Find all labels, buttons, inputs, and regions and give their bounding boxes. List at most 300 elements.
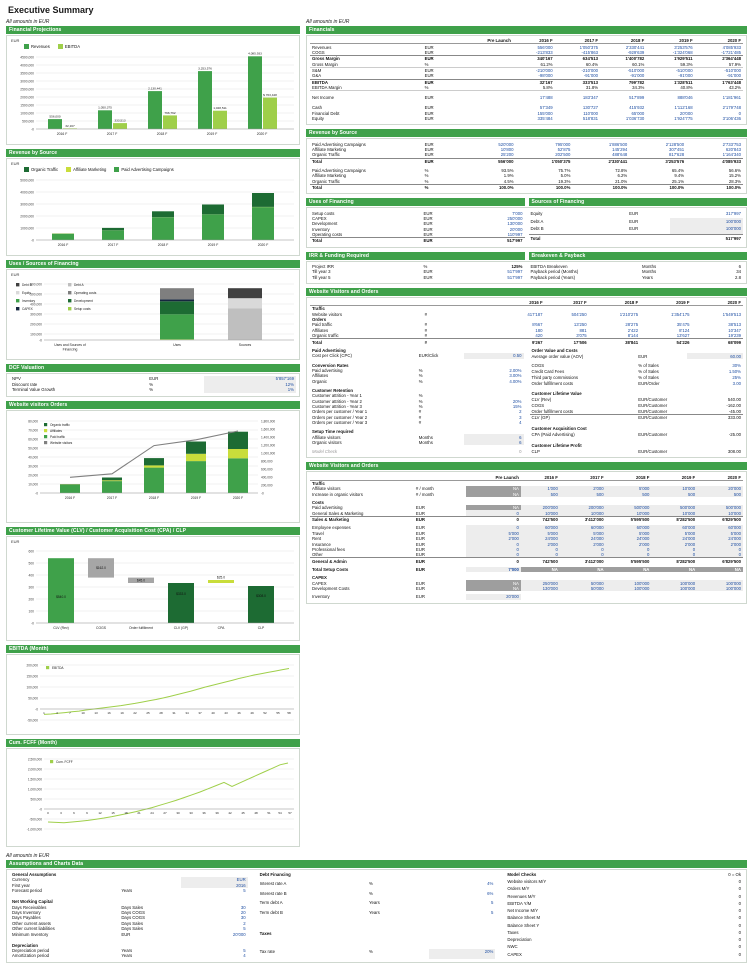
svg-text:33: 33 (189, 810, 193, 815)
row-label: Rent (312, 536, 322, 542)
cell: 4.00% (509, 378, 522, 384)
cell: 31.8% (555, 85, 600, 91)
cell[interactable]: 24'000 (606, 536, 652, 541)
cell[interactable]: 0.50 (464, 353, 524, 358)
row-label: Paid Advertising Campaigns (312, 141, 366, 147)
cell: 10'800 (500, 146, 514, 152)
svg-text:3000,000: 3000,000 (20, 79, 34, 84)
svg-text:200,000: 200,000 (30, 322, 42, 327)
cell: 2'364'448 (695, 56, 743, 62)
row-unit: EUR/Customer (638, 448, 668, 454)
cell[interactable]: 0 (560, 547, 606, 552)
band-uses-of-financing: Uses of Financing (306, 198, 525, 206)
row-unit: EUR (423, 158, 458, 164)
cell: 34 (736, 269, 741, 275)
model-checks-title: Model Checks (507, 871, 537, 877)
row-label: Customer attrition - Year 1 (312, 393, 362, 399)
svg-text:42: 42 (228, 810, 232, 815)
cell[interactable]: 10'000 (606, 510, 652, 516)
cell: 517'997 (507, 269, 523, 275)
cell[interactable]: 2'000 (466, 536, 521, 541)
dcf-value-1[interactable]: 12% (204, 382, 296, 388)
row-label: COGS (531, 402, 545, 408)
cell: 32'167 (513, 79, 555, 85)
cell: 0 (738, 915, 742, 921)
cell[interactable]: 500'000 (606, 505, 652, 510)
cell: 40.8% (646, 85, 694, 91)
svg-text:2,130,441: 2,130,441 (148, 86, 162, 91)
cell: 620'843 (725, 146, 741, 152)
row-unit: EUR (414, 516, 466, 522)
cell: -91'000 (726, 73, 741, 79)
row-unit: EUR (424, 73, 434, 79)
svg-text:10,000: 10,000 (28, 482, 38, 487)
traffic-title-2: Traffic (312, 480, 325, 486)
cell[interactable]: 24'000 (651, 536, 697, 541)
cell: 0 (738, 908, 742, 914)
cell[interactable]: 60'000 (651, 525, 697, 530)
cell[interactable]: 20'000 (697, 486, 743, 491)
cell: 6% (487, 890, 494, 896)
row-unit: # (424, 311, 427, 317)
cell[interactable]: 2'000 (521, 541, 560, 546)
cell[interactable]: 24'000 (697, 536, 743, 541)
row-label: Sales & Marketing (310, 516, 414, 522)
cell[interactable]: 100'000 (670, 218, 743, 226)
row-label: Equity (530, 210, 543, 216)
cell: 65'000 (631, 110, 645, 116)
row-label: Orders per customer / Year 2 (312, 414, 368, 420)
row-label: S&M (312, 68, 322, 74)
cell: 317'997 (725, 210, 741, 216)
row-label: COGS (312, 49, 325, 55)
svg-text:150,000: 150,000 (26, 674, 38, 679)
col-2016: 2016 F (513, 38, 555, 44)
cell[interactable]: 60'000 (697, 525, 743, 530)
cell[interactable]: 0 (606, 547, 652, 552)
row-unit: # (424, 327, 427, 333)
svg-text:18: 18 (124, 810, 128, 815)
cell[interactable]: 200'000 (521, 505, 560, 510)
cell[interactable]: EUR (181, 877, 248, 882)
row-unit: % (369, 881, 373, 887)
cell: 100.0% (686, 185, 743, 191)
cell: 504'250 (571, 311, 587, 317)
table-row (310, 185, 743, 191)
right-column (306, 19, 747, 851)
table-row (258, 949, 496, 959)
svg-text:$ 763,448: $ 763,448 (263, 93, 277, 97)
cell: 19.3% (558, 178, 571, 184)
cell[interactable]: 50'000 (560, 586, 606, 591)
cell[interactable]: 100'000 (651, 586, 697, 591)
cell[interactable]: 0 (521, 552, 560, 558)
row-label: Affiliate visitors (312, 434, 341, 440)
cell[interactable]: 0 (466, 552, 521, 558)
table-row (258, 872, 496, 881)
cell[interactable]: 0 (466, 547, 521, 552)
cell[interactable]: 10'000 (521, 510, 560, 516)
cell: 520'000 (498, 141, 514, 147)
cell: 634'513 (555, 56, 600, 62)
cell: 4 (519, 420, 522, 426)
row-unit: % (418, 373, 423, 379)
order-value-costs-table (530, 348, 744, 455)
breakeven-table (529, 264, 744, 280)
cell: 540.00 (727, 397, 741, 403)
cell: -210'000 (581, 68, 599, 74)
cell: 20 (240, 910, 246, 916)
model-check-value: 0 (519, 449, 522, 455)
cell[interactable]: 5'000 (651, 531, 697, 536)
row-unit: % of Sales (638, 369, 659, 375)
cell: 93.5% (501, 168, 514, 174)
svg-text:800,000: 800,000 (261, 459, 273, 464)
row-label: CAPEX (312, 215, 327, 221)
cell: 2 (519, 409, 522, 415)
row-unit: Days Sales (121, 926, 144, 932)
table-row (505, 915, 743, 922)
cell[interactable]: 130'000 (521, 586, 560, 591)
row-unit: EUR/Customer (638, 432, 668, 438)
cell: 250'000 (507, 215, 523, 221)
cell: 1'929'511 (646, 56, 694, 62)
row-label: Depreciation period (12, 948, 50, 954)
cell[interactable]: 250'000 (521, 580, 560, 585)
cell[interactable]: 10'000 (651, 510, 697, 516)
cell[interactable]: 7'000 (466, 567, 521, 572)
cell[interactable]: 2'000 (560, 541, 606, 546)
row-unit: EUR (415, 525, 425, 531)
svg-text:2020 F: 2020 F (256, 132, 268, 136)
table-row (310, 572, 743, 580)
dcf-value-2[interactable]: 1% (204, 387, 296, 393)
row-label: Total (310, 185, 423, 191)
cell[interactable]: 500 (651, 492, 697, 497)
cell: 420 (535, 333, 543, 339)
band-visitors-orders-table: Website Visitors and Orders (306, 288, 747, 296)
cell[interactable]: 10'000 (697, 510, 743, 516)
svg-text:-1,000,000: -1,000,000 (26, 827, 42, 832)
col-2017: 2017 F (545, 300, 589, 306)
cell[interactable]: 60.00 (687, 353, 743, 359)
cell[interactable]: 200'000 (560, 505, 606, 510)
order-value-title: Order Value and Costs (531, 347, 578, 353)
svg-text:34: 34 (185, 710, 189, 715)
cell[interactable]: 500 (560, 492, 606, 497)
svg-text:CAPEX: CAPEX (22, 307, 33, 311)
svg-text:Website visitors: Website visitors (50, 440, 73, 445)
row-label: Interest rate B (259, 890, 287, 896)
svg-text:40: 40 (211, 710, 215, 715)
row-unit: EUR (424, 105, 434, 111)
cell[interactable]: 5'000 (466, 531, 521, 536)
cell[interactable]: 2'000 (697, 541, 743, 546)
cell: -45.00 (728, 408, 741, 414)
cell[interactable]: 20'000 (466, 594, 521, 599)
cell[interactable]: 5'000 (560, 531, 606, 536)
col-2018: 2018 F (589, 300, 640, 306)
cell[interactable]: 50'000 (560, 580, 606, 585)
cell: 43.2% (695, 85, 743, 91)
svg-text:Financing: Financing (62, 347, 78, 352)
cell: 30% (732, 363, 741, 369)
cell: 1'763'448 (695, 79, 743, 85)
cell: -929'639 (627, 49, 645, 55)
cell[interactable]: 2'000 (606, 541, 652, 546)
svg-text:45: 45 (241, 810, 245, 815)
panel-irr-breakeven (306, 261, 747, 284)
cell: 1'210'275 (619, 311, 639, 317)
cell: 1'181'961 (722, 95, 741, 101)
col-2020: 2020 F (692, 300, 743, 306)
svg-text:2018 F: 2018 F (157, 243, 169, 247)
row-label: Balance Sheet M (507, 915, 541, 921)
svg-text:2017 F: 2017 F (107, 243, 119, 247)
dcf-table (10, 376, 296, 393)
row-unit: % (369, 890, 373, 896)
table-row (258, 881, 496, 890)
cell[interactable]: 500 (606, 492, 652, 497)
page-title: Executive Summary (8, 5, 94, 15)
cell[interactable]: 24'000 (521, 536, 560, 541)
cell: 13'250 (573, 322, 587, 328)
row-label: Average order value (AOV) (531, 353, 584, 359)
row-label: Credit Card Fees (531, 369, 565, 375)
cell[interactable]: 0 (606, 552, 652, 558)
cell[interactable]: 100'000 (651, 580, 697, 585)
row-label: Organic traffic (312, 333, 339, 339)
svg-text:Organic traffic: Organic traffic (50, 422, 70, 427)
svg-text:2018 F: 2018 F (156, 132, 168, 136)
row-unit: EUR (415, 585, 425, 591)
dcf-value-0[interactable]: 5'857'169 (204, 376, 296, 382)
cell: 54'226 (640, 339, 691, 345)
cell[interactable]: 6 (464, 440, 524, 445)
cell[interactable]: 0 (697, 547, 743, 552)
svg-text:-0: -0 (35, 491, 38, 496)
cell[interactable]: 60'000 (560, 525, 606, 530)
cell[interactable]: 0 (697, 552, 743, 558)
cell[interactable]: 5'000 (521, 531, 560, 536)
cell: -1'721'485 (721, 49, 741, 55)
cell[interactable]: 60'000 (606, 525, 652, 530)
svg-text:58: 58 (287, 710, 291, 715)
cell: 0 (738, 886, 742, 892)
row-label: Payback period (Months) (530, 269, 579, 275)
row-label: CLV (GP) (530, 415, 637, 421)
table-row (310, 594, 743, 599)
row-label: Debt B (530, 226, 544, 232)
row-label: Orders per customer / Year 3 (312, 420, 368, 426)
row-unit: EUR (415, 567, 425, 572)
row-label: Third party commissions (531, 374, 579, 380)
cell: 4'085'933 (722, 44, 741, 50)
col-2019: 2019 F (651, 474, 697, 480)
row-label: Depreciation (507, 937, 532, 943)
cell: 202'500 (555, 152, 571, 158)
svg-text:43: 43 (224, 710, 228, 715)
cell: NA (466, 580, 521, 585)
row-label: Gross Margin (310, 62, 423, 68)
svg-text:Sources: Sources (238, 343, 252, 347)
cell[interactable]: 0 (651, 552, 697, 558)
paid-advertising-table (310, 348, 524, 455)
svg-text:2,000,000: 2,000,000 (27, 767, 42, 772)
cell: 180 (535, 327, 543, 333)
dcf-unit-2: % (149, 387, 154, 393)
band-breakeven-payback: Breakeven & Payback (529, 252, 748, 260)
svg-text:55: 55 (276, 710, 280, 715)
cell[interactable]: 500 (697, 492, 743, 497)
cell[interactable]: 60'000 (521, 525, 560, 530)
row-unit: # (423, 339, 466, 345)
svg-text:1,050,375: 1,050,375 (98, 105, 112, 110)
table-row (505, 937, 743, 944)
row-unit: EUR (423, 210, 433, 216)
revenue-by-source-table (310, 141, 743, 190)
cell[interactable]: 6 (464, 434, 524, 439)
row-label: Orders M/Y (507, 886, 530, 892)
cell[interactable]: 5'000 (697, 531, 743, 536)
row-unit: EUR (423, 215, 433, 221)
row-label: Affiliate Marketing (312, 146, 347, 152)
svg-text:2016 F: 2016 F (64, 495, 76, 500)
cell[interactable]: 100'000 (697, 586, 743, 591)
row-unit: % (418, 393, 423, 399)
cell: 110'000 (583, 110, 599, 116)
band-website-visitors-orders-chart: Website visitors Orders (6, 401, 300, 409)
row-label: Total (310, 158, 423, 164)
svg-text:3000,000: 3000,000 (20, 202, 34, 207)
table-row (505, 944, 743, 951)
cell[interactable]: 1'000 (521, 486, 560, 491)
cell[interactable]: 500'000 (697, 505, 743, 510)
svg-text:2016 F: 2016 F (56, 132, 68, 136)
table-row (258, 919, 496, 949)
row-label: Employee expenses (312, 525, 351, 531)
cell: -415'863 (581, 49, 599, 55)
row-label: Total (310, 339, 423, 345)
cell: 0 (466, 516, 521, 522)
cell: 5.0% (560, 173, 571, 179)
table-row (10, 953, 248, 958)
panel-visitors-chart (6, 410, 300, 523)
band-financial-projections: Financial Projections (6, 26, 300, 34)
cell[interactable]: 100'000 (697, 580, 743, 585)
row-label: Total (529, 235, 628, 244)
row-unit: EUR/Customer (638, 408, 668, 414)
cell: 183'347 (582, 95, 599, 101)
svg-text:2500,000: 2500,000 (20, 87, 34, 92)
cell: 2'330'441 (625, 44, 645, 50)
cell[interactable]: 0 (651, 547, 697, 552)
cell[interactable]: 0 (560, 552, 606, 558)
svg-text:54: 54 (278, 810, 282, 815)
cell: 0 (738, 893, 742, 899)
cell[interactable]: 20% (429, 949, 496, 959)
cell[interactable]: 0 (466, 525, 521, 530)
cpa-title: Customer Acquisition Cost (531, 426, 587, 432)
svg-text:$540.0: $540.0 (56, 594, 66, 599)
row-unit: Days COGS (121, 910, 145, 916)
row-unit: # (418, 409, 422, 415)
row-label: Customer attrition - Year 3 (312, 403, 362, 409)
table-row (10, 387, 296, 393)
svg-text:2016 F: 2016 F (57, 243, 69, 247)
cell[interactable]: 5'000 (606, 531, 652, 536)
cell[interactable]: 5'000 (606, 486, 652, 491)
cell[interactable]: 100'000 (606, 586, 652, 591)
cell: 4.5% (503, 178, 514, 184)
cell: NA (466, 486, 521, 491)
row-unit: Days COGS (121, 915, 145, 921)
row-unit: EUR (415, 594, 425, 600)
svg-text:Uses: Uses (173, 343, 181, 347)
cell: 517'997 (460, 238, 524, 244)
cell: 4 (243, 953, 246, 959)
row-label: Organic Traffic (312, 152, 340, 158)
svg-text:600: 600 (28, 549, 34, 554)
cell: 5.8% (513, 85, 555, 91)
cell: 110'997 (507, 232, 523, 238)
col-pre-launch: Pre Launch (457, 38, 513, 44)
cell[interactable]: 2'000 (560, 486, 606, 491)
cell[interactable]: 500'000 (651, 505, 697, 510)
visitors-orders-table (310, 300, 743, 345)
svg-text:100,000: 100,000 (30, 332, 42, 337)
sources-of-financing-table (529, 210, 744, 243)
row-label: Days Inventory (12, 910, 41, 916)
dcf-unit-1: % (149, 381, 154, 387)
cell: 4% (487, 881, 494, 887)
cell[interactable]: 0 (466, 510, 521, 516)
cell[interactable]: 500 (521, 492, 560, 497)
cell[interactable]: 24'000 (560, 536, 606, 541)
cell[interactable]: 10'000 (651, 486, 697, 491)
cell: -510'000 (724, 68, 741, 74)
svg-text:27: 27 (163, 810, 167, 815)
svg-text:Paid traffic: Paid traffic (50, 434, 66, 439)
cell[interactable]: 2'000 (651, 541, 697, 546)
row-label: Order fulfillment costs (531, 408, 574, 414)
table-row (505, 930, 743, 937)
row-label: Other (312, 552, 323, 558)
svg-text:30: 30 (176, 810, 180, 815)
table-row (529, 226, 744, 235)
cell[interactable]: 0 (466, 541, 521, 546)
cell[interactable]: 10'000 (560, 510, 606, 516)
svg-text:Debt B: Debt B (22, 283, 32, 287)
svg-text:2,500,000: 2,500,000 (27, 757, 42, 762)
cell[interactable]: 100'000 (606, 580, 652, 585)
svg-text:Cum. FCFF: Cum. FCFF (56, 759, 73, 764)
left-column (6, 19, 300, 851)
table-row (310, 359, 524, 368)
band-revenue-by-source-table: Revenue by Source (306, 129, 747, 137)
svg-text:24: 24 (150, 810, 154, 815)
cell[interactable]: 2016 (181, 883, 248, 888)
cell: 20'000 (679, 110, 693, 116)
row-unit: EUR (424, 49, 434, 55)
svg-text:-0: -0 (31, 238, 34, 243)
svg-text:16: 16 (107, 710, 111, 715)
cell[interactable]: 100'000 (670, 226, 743, 235)
svg-text:1000,000: 1000,000 (20, 111, 34, 116)
model-checks-table (505, 872, 743, 959)
table-row (530, 421, 744, 432)
cell[interactable]: 0 (521, 547, 560, 552)
